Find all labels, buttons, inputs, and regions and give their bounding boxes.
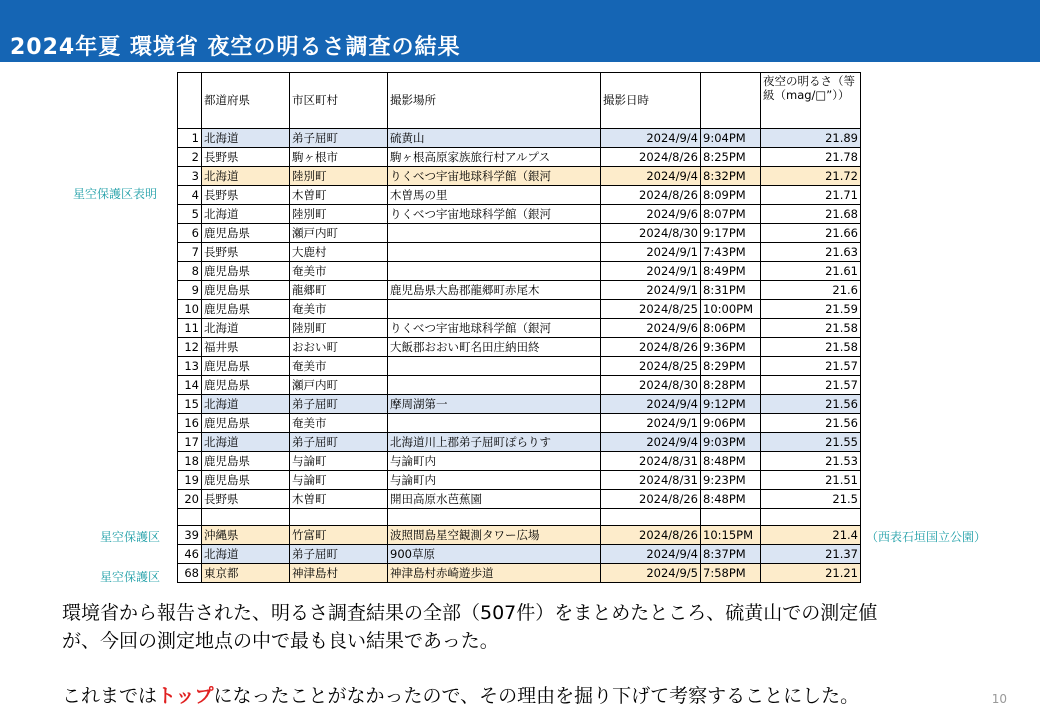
table-row xyxy=(178,129,861,148)
prefecture-cell: 鹿児島県 xyxy=(202,452,290,471)
declared-reserve-label: 星空保護区表明 xyxy=(73,187,158,201)
table-row xyxy=(178,186,861,205)
brightness-cell: 21.89 xyxy=(761,129,861,148)
prefecture-cell: 鹿児島県 xyxy=(202,376,290,395)
prefecture-cell: 北海道 xyxy=(202,395,290,414)
city-cell: 弟子屈町 xyxy=(290,129,388,148)
brightness-cell: 21.4 xyxy=(761,526,861,545)
place-cell xyxy=(388,300,601,319)
prefecture-cell: 鹿児島県 xyxy=(202,281,290,300)
brightness-cell: 21.63 xyxy=(761,243,861,262)
place-cell: 900草原 xyxy=(388,545,601,564)
city-cell: 陸別町 xyxy=(290,205,388,224)
place-cell: 与論町内 xyxy=(388,471,601,490)
date-cell: 2024/9/1 xyxy=(601,262,701,281)
header-prefecture: 都道府県 xyxy=(202,73,290,129)
date-cell: 2024/9/5 xyxy=(601,564,701,583)
city-cell: おおい町 xyxy=(290,338,388,357)
prefecture-cell: 北海道 xyxy=(202,319,290,338)
summary-line-2: が、今回の測定地点の中で最も良い結果であった。 xyxy=(62,630,499,652)
city-cell: 龍郷町 xyxy=(290,281,388,300)
index-cell: 15 xyxy=(178,395,202,414)
summary-line-3 xyxy=(62,681,859,708)
title-bar xyxy=(0,0,1040,62)
date-cell: 2024/8/31 xyxy=(601,471,701,490)
brightness-cell: 21.53 xyxy=(761,452,861,471)
gap-cell xyxy=(701,509,761,526)
time-cell: 9:36PM xyxy=(701,338,761,357)
brightness-cell: 21.37 xyxy=(761,545,861,564)
page-number: 10 xyxy=(991,692,1007,706)
city-cell: 神津島村 xyxy=(290,564,388,583)
index-cell: 39 xyxy=(178,526,202,545)
date-cell: 2024/8/26 xyxy=(601,148,701,167)
prefecture-cell: 北海道 xyxy=(202,545,290,564)
prefecture-cell: 鹿児島県 xyxy=(202,224,290,243)
brightness-cell: 21.6 xyxy=(761,281,861,300)
table-row xyxy=(178,545,861,564)
index-cell: 1 xyxy=(178,129,202,148)
brightness-cell: 21.58 xyxy=(761,338,861,357)
gap-cell xyxy=(761,509,861,526)
summary-line-3-post: になったことがなかったので、その理由を掘り下げて考察することにした。 xyxy=(213,685,860,707)
date-cell: 2024/9/4 xyxy=(601,433,701,452)
date-cell: 2024/8/31 xyxy=(601,452,701,471)
index-cell: 17 xyxy=(178,433,202,452)
reserve-label-68: 星空保護区 xyxy=(100,570,161,584)
prefecture-cell: 北海道 xyxy=(202,129,290,148)
brightness-cell: 21.56 xyxy=(761,395,861,414)
prefecture-cell: 長野県 xyxy=(202,490,290,509)
time-cell: 8:37PM xyxy=(701,545,761,564)
prefecture-cell: 福井県 xyxy=(202,338,290,357)
city-cell: 瀬戸内町 xyxy=(290,224,388,243)
place-cell: 鹿児島県大島郡龍郷町赤尾木 xyxy=(388,281,601,300)
date-cell: 2024/9/4 xyxy=(601,167,701,186)
place-cell xyxy=(388,376,601,395)
date-cell: 2024/8/26 xyxy=(601,186,701,205)
place-cell: 駒ヶ根高原家族旅行村アルプス xyxy=(388,148,601,167)
city-cell: 瀬戸内町 xyxy=(290,376,388,395)
place-cell xyxy=(388,414,601,433)
prefecture-cell: 長野県 xyxy=(202,186,290,205)
city-cell: 陸別町 xyxy=(290,319,388,338)
page-title: 2024年夏 環境省 夜空の明るさ調査の結果 xyxy=(10,35,461,60)
time-cell: 8:09PM xyxy=(701,186,761,205)
city-cell: 奄美市 xyxy=(290,262,388,281)
table-row xyxy=(178,338,861,357)
table-row xyxy=(178,376,861,395)
place-cell: りくべつ宇宙地球科学館（銀河 xyxy=(388,205,601,224)
time-cell: 9:17PM xyxy=(701,224,761,243)
index-cell: 8 xyxy=(178,262,202,281)
header-brightness: 夜空の明るさ（等級（mag/□”）） xyxy=(761,73,861,129)
place-cell: 北海道川上郡弟子屈町ぽらりす xyxy=(388,433,601,452)
time-cell: 7:43PM xyxy=(701,243,761,262)
date-cell: 2024/8/26 xyxy=(601,490,701,509)
date-cell: 2024/8/30 xyxy=(601,376,701,395)
time-cell: 8:06PM xyxy=(701,319,761,338)
prefecture-cell: 東京都 xyxy=(202,564,290,583)
index-cell: 20 xyxy=(178,490,202,509)
time-cell: 10:00PM xyxy=(701,300,761,319)
time-cell: 9:04PM xyxy=(701,129,761,148)
time-cell: 8:28PM xyxy=(701,376,761,395)
place-cell xyxy=(388,243,601,262)
table-row xyxy=(178,526,861,545)
prefecture-cell: 北海道 xyxy=(202,167,290,186)
gap-cell xyxy=(601,509,701,526)
summary-line-1: 環境省から報告された、明るさ調査結果の全部（507件）をまとめたところ、硫黄山での測定値 xyxy=(62,602,878,624)
city-cell: 大鹿村 xyxy=(290,243,388,262)
index-cell: 13 xyxy=(178,357,202,376)
prefecture-cell: 鹿児島県 xyxy=(202,471,290,490)
brightness-cell: 21.21 xyxy=(761,564,861,583)
index-cell: 3 xyxy=(178,167,202,186)
table-row xyxy=(178,433,861,452)
date-cell: 2024/8/25 xyxy=(601,357,701,376)
place-cell: 神津島村赤崎遊歩道 xyxy=(388,564,601,583)
gap-cell xyxy=(290,509,388,526)
header-city: 市区町村 xyxy=(290,73,388,129)
date-cell: 2024/9/4 xyxy=(601,395,701,414)
prefecture-cell: 鹿児島県 xyxy=(202,300,290,319)
date-cell: 2024/9/1 xyxy=(601,243,701,262)
city-cell: 奄美市 xyxy=(290,414,388,433)
time-cell: 8:07PM xyxy=(701,205,761,224)
table-row xyxy=(178,205,861,224)
time-cell: 10:15PM xyxy=(701,526,761,545)
brightness-cell: 21.51 xyxy=(761,471,861,490)
time-cell: 8:25PM xyxy=(701,148,761,167)
time-cell: 8:48PM xyxy=(701,490,761,509)
city-cell: 与論町 xyxy=(290,471,388,490)
city-cell: 木曽町 xyxy=(290,186,388,205)
city-cell: 与論町 xyxy=(290,452,388,471)
index-cell: 6 xyxy=(178,224,202,243)
place-cell xyxy=(388,357,601,376)
place-cell: 硫黄山 xyxy=(388,129,601,148)
table-row xyxy=(178,243,861,262)
place-cell xyxy=(388,224,601,243)
prefecture-cell: 長野県 xyxy=(202,148,290,167)
prefecture-cell: 鹿児島県 xyxy=(202,414,290,433)
table-row xyxy=(178,357,861,376)
gap-cell xyxy=(388,509,601,526)
date-cell: 2024/9/4 xyxy=(601,129,701,148)
time-cell: 9:23PM xyxy=(701,471,761,490)
brightness-cell: 21.61 xyxy=(761,262,861,281)
table-row xyxy=(178,471,861,490)
gap-cell xyxy=(178,509,202,526)
city-cell: 竹富町 xyxy=(290,526,388,545)
table-gap-row xyxy=(178,509,861,526)
index-cell: 14 xyxy=(178,376,202,395)
city-cell: 奄美市 xyxy=(290,357,388,376)
place-cell: 波照間島星空観測タワー広場 xyxy=(388,526,601,545)
date-cell: 2024/8/26 xyxy=(601,338,701,357)
header-place: 撮影場所 xyxy=(388,73,601,129)
city-cell: 木曽町 xyxy=(290,490,388,509)
brightness-cell: 21.58 xyxy=(761,319,861,338)
prefecture-cell: 北海道 xyxy=(202,205,290,224)
place-cell: りくべつ宇宙地球科学館（銀河 xyxy=(388,167,601,186)
prefecture-cell: 鹿児島県 xyxy=(202,357,290,376)
prefecture-cell: 北海道 xyxy=(202,433,290,452)
city-cell: 駒ヶ根市 xyxy=(290,148,388,167)
brightness-cell: 21.72 xyxy=(761,167,861,186)
header-index xyxy=(178,73,202,129)
time-cell: 8:29PM xyxy=(701,357,761,376)
table-row xyxy=(178,148,861,167)
time-cell: 8:32PM xyxy=(701,167,761,186)
date-cell: 2024/9/1 xyxy=(601,414,701,433)
time-cell: 8:49PM xyxy=(701,262,761,281)
table-header-row xyxy=(178,73,861,129)
date-cell: 2024/9/1 xyxy=(601,281,701,300)
time-cell: 8:48PM xyxy=(701,452,761,471)
place-cell: 摩周湖第一 xyxy=(388,395,601,414)
gap-cell xyxy=(202,509,290,526)
brightness-cell: 21.56 xyxy=(761,414,861,433)
place-cell: 与論町内 xyxy=(388,452,601,471)
date-cell: 2024/8/26 xyxy=(601,526,701,545)
place-cell: 大飯郡おおい町名田庄納田終 xyxy=(388,338,601,357)
table-row xyxy=(178,167,861,186)
header-datetime: 撮影日時 xyxy=(601,73,701,129)
summary-line-3-pre: これまでは xyxy=(62,685,158,707)
table-row xyxy=(178,300,861,319)
city-cell: 陸別町 xyxy=(290,167,388,186)
date-cell: 2024/8/30 xyxy=(601,224,701,243)
index-cell: 4 xyxy=(178,186,202,205)
table-row xyxy=(178,319,861,338)
brightness-cell: 21.59 xyxy=(761,300,861,319)
table-row xyxy=(178,490,861,509)
city-cell: 奄美市 xyxy=(290,300,388,319)
table-row xyxy=(178,395,861,414)
index-cell: 12 xyxy=(178,338,202,357)
prefecture-cell: 長野県 xyxy=(202,243,290,262)
index-cell: 18 xyxy=(178,452,202,471)
city-cell: 弟子屈町 xyxy=(290,545,388,564)
table-row xyxy=(178,414,861,433)
city-cell: 弟子屈町 xyxy=(290,395,388,414)
time-cell: 7:58PM xyxy=(701,564,761,583)
brightness-cell: 21.5 xyxy=(761,490,861,509)
brightness-cell: 21.57 xyxy=(761,357,861,376)
table-row xyxy=(178,564,861,583)
index-cell: 19 xyxy=(178,471,202,490)
place-cell: りくべつ宇宙地球科学館（銀河 xyxy=(388,319,601,338)
table-row xyxy=(178,281,861,300)
place-cell: 開田高原水芭蕉園 xyxy=(388,490,601,509)
time-cell: 9:06PM xyxy=(701,414,761,433)
prefecture-cell: 沖縄県 xyxy=(202,526,290,545)
time-cell: 9:03PM xyxy=(701,433,761,452)
index-cell: 5 xyxy=(178,205,202,224)
keyword-top: トップ xyxy=(157,685,214,707)
table-row xyxy=(178,224,861,243)
time-cell: 9:12PM xyxy=(701,395,761,414)
index-cell: 16 xyxy=(178,414,202,433)
date-cell: 2024/9/4 xyxy=(601,545,701,564)
index-cell: 2 xyxy=(178,148,202,167)
date-cell: 2024/8/25 xyxy=(601,300,701,319)
reserve-label-39: 星空保護区 xyxy=(100,530,161,544)
results-table xyxy=(177,72,861,583)
index-cell: 7 xyxy=(178,243,202,262)
date-cell: 2024/9/6 xyxy=(601,205,701,224)
prefecture-cell: 鹿児島県 xyxy=(202,262,290,281)
time-cell: 8:31PM xyxy=(701,281,761,300)
brightness-cell: 21.71 xyxy=(761,186,861,205)
table-row xyxy=(178,452,861,471)
index-cell: 9 xyxy=(178,281,202,300)
index-cell: 68 xyxy=(178,564,202,583)
date-cell: 2024/9/6 xyxy=(601,319,701,338)
brightness-cell: 21.68 xyxy=(761,205,861,224)
header-time xyxy=(701,73,761,129)
index-cell: 46 xyxy=(178,545,202,564)
city-cell: 弟子屈町 xyxy=(290,433,388,452)
place-cell: 木曽馬の里 xyxy=(388,186,601,205)
place-cell xyxy=(388,262,601,281)
brightness-cell: 21.78 xyxy=(761,148,861,167)
brightness-cell: 21.57 xyxy=(761,376,861,395)
table-row xyxy=(178,262,861,281)
brightness-cell: 21.55 xyxy=(761,433,861,452)
brightness-cell: 21.66 xyxy=(761,224,861,243)
park-note: （西表石垣国立公園） xyxy=(866,530,987,544)
index-cell: 11 xyxy=(178,319,202,338)
index-cell: 10 xyxy=(178,300,202,319)
